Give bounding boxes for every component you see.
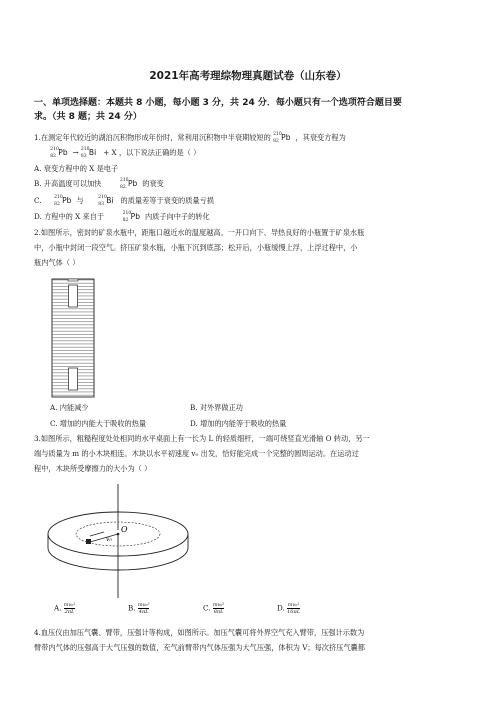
q3-option-d: D. $\frac{\text{mv₀²}}{16\pi L}$ [277, 602, 301, 615]
q2-stem-line1: 2.如图所示，密封的矿泉水瓶中，距瓶口越近水的温度越高。一开口向下、导热良好的小瓶置于矿泉水瓶 [34, 228, 365, 237]
q2-option-c: C. 增加的内能大于吸收的热量 [50, 419, 147, 428]
eq-pb: 210 82 Pb [50, 147, 68, 159]
rotating-rod-figure [44, 478, 192, 600]
q3-option-c: C. $\frac{\text{mv₀²}}{8\pi L}$ [203, 602, 225, 615]
q1-stem: 1.在测定年代较近的湖泊沉积物形成年份时，常利用沉积物中半衰期较短的 210 82 Pb ，其衰变方程为 [34, 132, 346, 144]
q4-stem-line2: 臂带内气体的压强高于大气压强的数值，充气前臂带内气体压强为大气压强，体积为 V；每次挤压气囊都 [34, 643, 365, 652]
q2-stem-line2: 中，小瓶中封闭一段空气。挤压矿泉水瓶，小瓶下沉到底部；松开后，小瓶缓慢上浮，上浮过程中，小 [34, 243, 358, 252]
pb-isotope: 210 82 Pb [273, 132, 291, 144]
q1-equation: 210 82 Pb → 210 83 Bi + X ，以下说法正确的是（ ） [50, 147, 201, 159]
q1-option-a: A. 衰变方程中的 X 是电子 [34, 164, 119, 173]
q3-stem-line1: 3.如图所示，粗糙程度处处相同的水平桌面上有一长为 L 的轻质细杆，一端可绕竖直光滑轴 O 转动，另一 [34, 434, 370, 443]
axis-label-o: O [121, 525, 128, 534]
water-bottle-figure [50, 276, 98, 400]
q3-stem-line2: 端与质量为 m 的小木块相连。木块以水平初速度 v₀ 出发，恰好能完成一个完整的圆周运动。在运动过 [34, 449, 359, 458]
q2-option-a: A. 内能减少 [50, 403, 89, 412]
q2-option-d: D. 增加的内能等于吸收的热量 [190, 419, 287, 428]
q2-stem-line3: 瓶内气体（ ） [34, 258, 80, 267]
page-title: 2021年高考理综物理真题试卷（山东卷） [149, 70, 347, 82]
q2-option-b: B. 对外界做正功 [190, 403, 243, 412]
section-heading-line1: 一、单项选择题：本题共 8 小题，每小题 3 分，共 24 分．每小题只有一个选项符合题目要 [34, 98, 402, 108]
velocity-label: v₀ [106, 536, 112, 543]
q4-stem-line1: 4.血压仪由加压气囊、臂带，压强计等构成，如图所示。加压气囊可将外界空气充入臂带，压强计示数为 [34, 628, 365, 637]
q1-option-c: C. 210 82 Pb 与 210 83 Bi 的质量差等于衰变的质量亏损 [34, 195, 214, 207]
q1-option-d: D. 方程中的 X 来自于 210 82 Pb 内质子向中子的转化 [34, 211, 210, 223]
q3-option-b: B. $\frac{\text{mv₀²}}{4\pi L}$ [128, 602, 150, 615]
eq-bi: 210 83 Bi [80, 147, 97, 159]
section-heading-line2: 求。（共 8 题；共 24 分） [34, 112, 142, 122]
q3-stem-line3: 程中，木块所受摩擦力的大小为（ ） [34, 464, 152, 473]
q1-option-b: B. 升高温度可以加快 210 82 Pb 的衰变 [34, 178, 164, 190]
q3-option-a: A. $\frac{\text{mv₀²}}{2\pi L}$ [54, 602, 76, 615]
